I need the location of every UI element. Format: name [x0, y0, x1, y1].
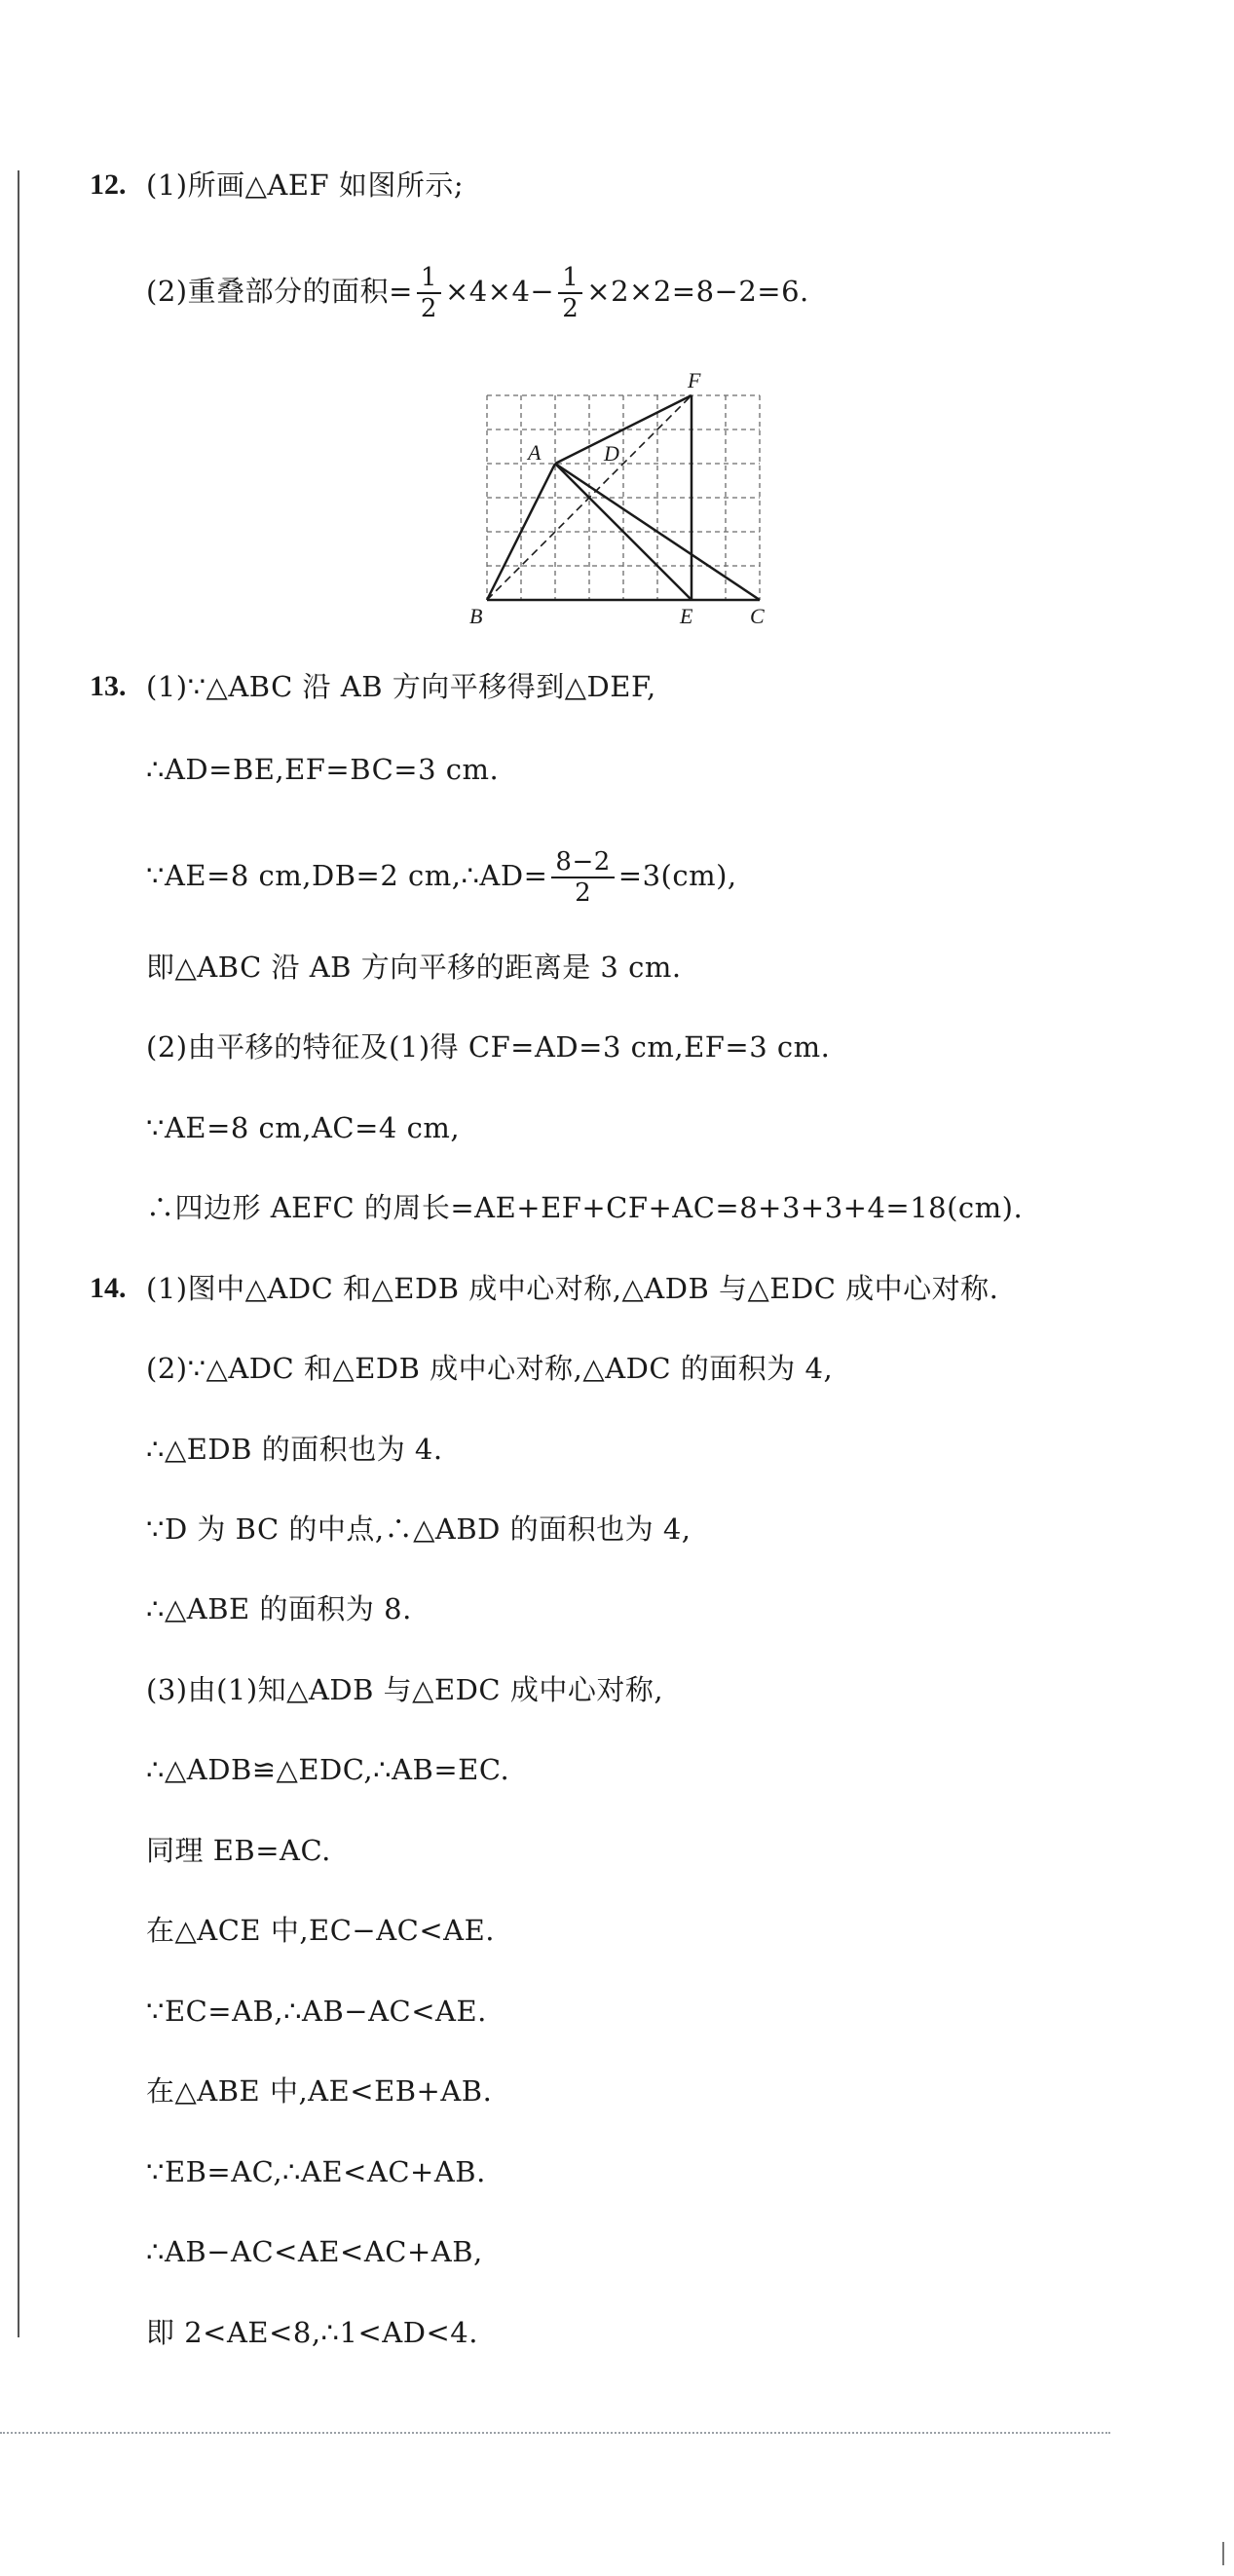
q14-line-6: (3)由(1)知△ADB 与△EDC 成中心对称,: [146, 1673, 664, 1706]
label-a: A: [528, 440, 542, 465]
triangle-grid-figure: [467, 368, 779, 631]
q12-line-1: (1)所画△AEF 如图所示;: [146, 168, 465, 202]
q14-line-10: ∵EC=AB,∴AB−AC<AE.: [146, 1995, 487, 2028]
page-bottom-dotted-rule: [0, 2432, 1110, 2434]
question-number-12: 12.: [90, 168, 127, 201]
q12-line-2-part-c: ×2×2=8−2=6.: [586, 275, 809, 308]
q14-line-7: ∴△ADB≌△EDC,∴AB=EC.: [146, 1753, 510, 1786]
grid-lines: [487, 395, 760, 600]
q12-line-2: [146, 263, 809, 323]
q12-line-2-part-b: ×4×4−: [444, 275, 555, 308]
fraction-numerator: 1: [417, 263, 441, 294]
fraction-denominator: 2: [420, 294, 437, 323]
q14-line-3: ∴△EDB 的面积也为 4.: [146, 1433, 443, 1466]
q14-line-14: 即 2<AE<8,∴1<AD<4.: [146, 2316, 478, 2349]
question-number-14: 14.: [90, 1272, 127, 1304]
fraction-half-2: [558, 263, 582, 323]
label-e: E: [680, 604, 693, 628]
q14-line-4: ∵D 为 BC 的中点,∴△ABD 的面积也为 4,: [146, 1512, 692, 1546]
q14-line-1: (1)图中△ADC 和△EDB 成中心对称,△ADB 与△EDC 成中心对称.: [146, 1272, 999, 1305]
q13-line-3: [146, 847, 737, 908]
q14-line-2: (2)∵△ADC 和△EDB 成中心对称,△ADC 的面积为 4,: [146, 1352, 834, 1385]
fraction-denominator: 2: [562, 294, 580, 323]
q14-line-9: 在△ACE 中,EC−AC<AE.: [146, 1914, 495, 1947]
q14-line-11: 在△ABE 中,AE<EB+AB.: [146, 2074, 493, 2108]
q13-line-7: ∴四边形 AEFC 的周长=AE+EF+CF+AC=8+3+3+4=18(cm).: [146, 1191, 1024, 1224]
fraction-numerator: 8−2: [551, 847, 614, 878]
label-b: B: [469, 604, 483, 628]
page-margin-line: [18, 170, 19, 2337]
label-c: C: [750, 604, 765, 628]
q12-line-2-part-a: (2)重叠部分的面积=: [146, 275, 413, 308]
fraction-numerator: 1: [558, 263, 582, 294]
q13-line-4: 即△ABC 沿 AB 方向平移的距离是 3 cm.: [146, 951, 682, 984]
page-edge-mark: [1222, 2542, 1224, 2565]
q13-line-1: (1)∵△ABC 沿 AB 方向平移得到△DEF,: [146, 670, 656, 703]
label-f: F: [688, 368, 701, 392]
fraction-half-1: [417, 263, 441, 323]
label-d: D: [604, 441, 619, 466]
question-number-13: 13.: [90, 670, 127, 702]
q13-line-5: (2)由平移的特征及(1)得 CF=AD=3 cm,EF=3 cm.: [146, 1030, 831, 1064]
q13-line-3-part-a: ∵AE=8 cm,DB=2 cm,∴AD=: [146, 859, 548, 892]
q14-line-5: ∴△ABE 的面积为 8.: [146, 1592, 412, 1625]
q13-line-2: ∴AD=BE,EF=BC=3 cm.: [146, 753, 500, 786]
fraction-ad: [551, 847, 614, 908]
q14-line-12: ∵EB=AC,∴AE<AC+AB.: [146, 2155, 486, 2188]
q13-line-6: ∵AE=8 cm,AC=4 cm,: [146, 1111, 461, 1144]
q13-line-3-part-b: =3(cm),: [617, 859, 737, 892]
q14-line-8: 同理 EB=AC.: [146, 1834, 331, 1867]
fraction-denominator: 2: [575, 878, 592, 908]
q14-line-13: ∴AB−AC<AE<AC+AB,: [146, 2235, 483, 2268]
